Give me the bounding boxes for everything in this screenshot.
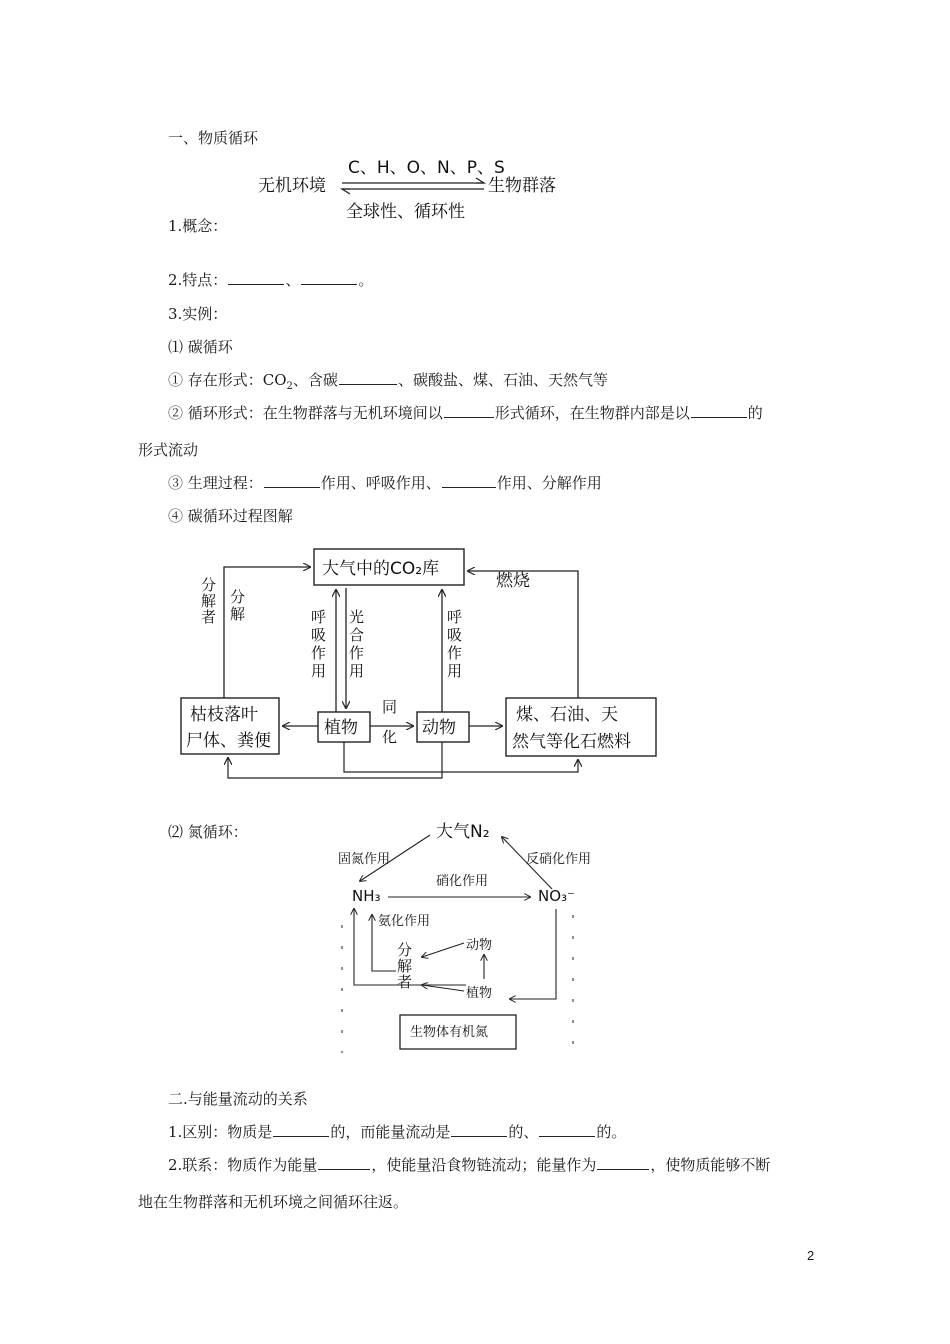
cycle-header-diagram — [250, 155, 590, 225]
nh3-label: NH₃ — [352, 887, 381, 905]
header-top-label: C、H、O、N、P、S — [348, 158, 505, 178]
blank-process-1[interactable] — [264, 473, 320, 488]
ndecomp-char-3: 者 — [397, 973, 413, 991]
carbon-cycle-a: ② 循环形式：在生物群落与无机环境间以 — [168, 404, 443, 422]
organic-n-label: 生物体有机氮 — [410, 1025, 489, 1040]
section1-title: 一、物质循环 — [168, 129, 259, 147]
denitrification-label: 反硝化作用 — [526, 852, 592, 867]
co2-pool-label: 大气中的CO₂库 — [322, 559, 440, 579]
decompose-char-1: 分 — [230, 588, 246, 606]
n-animal-label: 动物 — [466, 938, 493, 953]
carbon-cycle-b: 形式循环，在生物群内部是以 — [494, 404, 690, 422]
link-line-cont: 地在生物群落和无机环境之间循环往返。 — [138, 1193, 409, 1211]
photo-char-4: 用 — [349, 662, 365, 680]
carbon-title: ⑴ 碳循环 — [168, 338, 233, 356]
photo-char-2: 合 — [349, 626, 365, 644]
difference-line — [168, 1122, 626, 1142]
ndecomp-char-1: 分 — [397, 941, 413, 959]
link-a: 2.联系：物质作为能量 — [168, 1156, 318, 1174]
litter-label-1: 枯枝落叶 — [190, 705, 258, 725]
features-line — [168, 270, 373, 290]
fixation-label: 固氮作用 — [338, 852, 391, 867]
carbon-process-b: 作用、呼吸作用、 — [320, 474, 441, 492]
resp2-char-2: 吸 — [447, 626, 463, 644]
diff-d: 的。 — [596, 1123, 627, 1141]
features-sep: 、 — [285, 271, 301, 289]
nitrification-label: 硝化作用 — [436, 874, 489, 889]
litter-label-2: 尸体、粪便 — [186, 731, 271, 751]
section2-title: 二.与能量流动的关系 — [168, 1090, 308, 1108]
fossil-label-2: 然气等化石燃料 — [512, 732, 631, 752]
nitrogen-cycle-diagram — [330, 815, 590, 1060]
carbon-process-c: 作用、分解作用 — [496, 474, 602, 492]
carbon-form-line — [168, 370, 608, 397]
resp-char-2: 吸 — [311, 626, 327, 644]
resp-char-1: 呼 — [311, 608, 327, 626]
air-n2-label: 大气N₂ — [436, 822, 490, 842]
blank-flow-form[interactable] — [691, 403, 747, 418]
blank-link-2[interactable] — [597, 1155, 649, 1170]
carbon-cycle-c: 的 — [747, 404, 763, 422]
no3-label: NO₃⁻ — [538, 887, 575, 905]
header-left-label: 无机环境 — [258, 176, 326, 196]
carbon-form-c: 、碳酸盐、煤、石油、天然气等 — [397, 371, 608, 389]
n-plant-label: 植物 — [466, 986, 493, 1001]
link-line — [168, 1155, 770, 1175]
features-prefix: 2.特点： — [168, 271, 228, 289]
photo-char-3: 作 — [349, 644, 365, 662]
blank-diff-3[interactable] — [539, 1122, 595, 1137]
plant-label: 植物 — [324, 718, 358, 738]
header-right-label: 生物群落 — [488, 176, 556, 196]
resp2-char-1: 呼 — [447, 608, 463, 626]
diff-b: 的，而能量流动是 — [330, 1123, 451, 1141]
ndecomp-char-2: 解 — [397, 957, 413, 975]
header-bottom-label: 全球性、循环性 — [346, 202, 465, 222]
blank-feature-2[interactable] — [301, 270, 357, 285]
blank-link-1[interactable] — [318, 1155, 370, 1170]
carbon-form-b: 、含碳 — [292, 371, 338, 389]
decomposer-char-1: 分 — [201, 576, 217, 594]
decompose-char-2: 解 — [230, 605, 246, 623]
blank-cycle-form[interactable] — [444, 403, 494, 418]
link-c: ，使物质能够不断 — [650, 1156, 771, 1174]
example-line: 3.实例： — [168, 305, 228, 323]
resp-char-4: 用 — [311, 662, 327, 680]
resp-char-3: 作 — [311, 644, 327, 662]
co2-subscript: 2 — [286, 381, 293, 392]
carbon-cycle-form-line — [168, 403, 763, 423]
carbon-diagram-caption: ④ 碳循环过程图解 — [168, 507, 293, 525]
resp2-char-3: 作 — [447, 644, 463, 662]
carbon-process-a: ③ 生理过程： — [168, 474, 263, 492]
burn-label: 燃烧 — [496, 571, 530, 591]
carbon-process-line — [168, 473, 602, 493]
blank-diff-2[interactable] — [451, 1122, 507, 1137]
blank-diff-1[interactable] — [273, 1122, 329, 1137]
link-b: ，使能量沿食物链流动；能量作为 — [371, 1156, 597, 1174]
decomposer-char-2: 解 — [201, 592, 217, 610]
page-number: 2 — [807, 1248, 815, 1263]
photo-char-1: 光 — [349, 608, 365, 626]
carbon-cycle-diagram — [170, 540, 670, 785]
animal-label: 动物 — [422, 718, 456, 738]
nitrogen-title: ⑵ 氮循环： — [168, 823, 248, 841]
assimilate-char-2: 化 — [382, 728, 398, 746]
resp2-char-4: 用 — [447, 662, 463, 680]
diff-c: 的、 — [508, 1123, 539, 1141]
features-end: 。 — [358, 271, 374, 289]
diff-a: 1.区别：物质是 — [168, 1123, 273, 1141]
carbon-form-a: ① 存在形式：CO — [168, 371, 287, 389]
concept-line: 1.概念： — [168, 217, 228, 235]
blank-carbon-form[interactable] — [339, 370, 397, 385]
carbon-cycle-form-cont: 形式流动 — [138, 441, 199, 459]
blank-feature-1[interactable] — [228, 270, 284, 285]
ammonification-label: 氨化作用 — [378, 914, 431, 929]
fossil-label-1: 煤、石油、天 — [516, 705, 618, 725]
assimilate-char-1: 同 — [382, 698, 398, 716]
decomposer-char-3: 者 — [201, 608, 217, 626]
blank-process-2[interactable] — [442, 473, 496, 488]
